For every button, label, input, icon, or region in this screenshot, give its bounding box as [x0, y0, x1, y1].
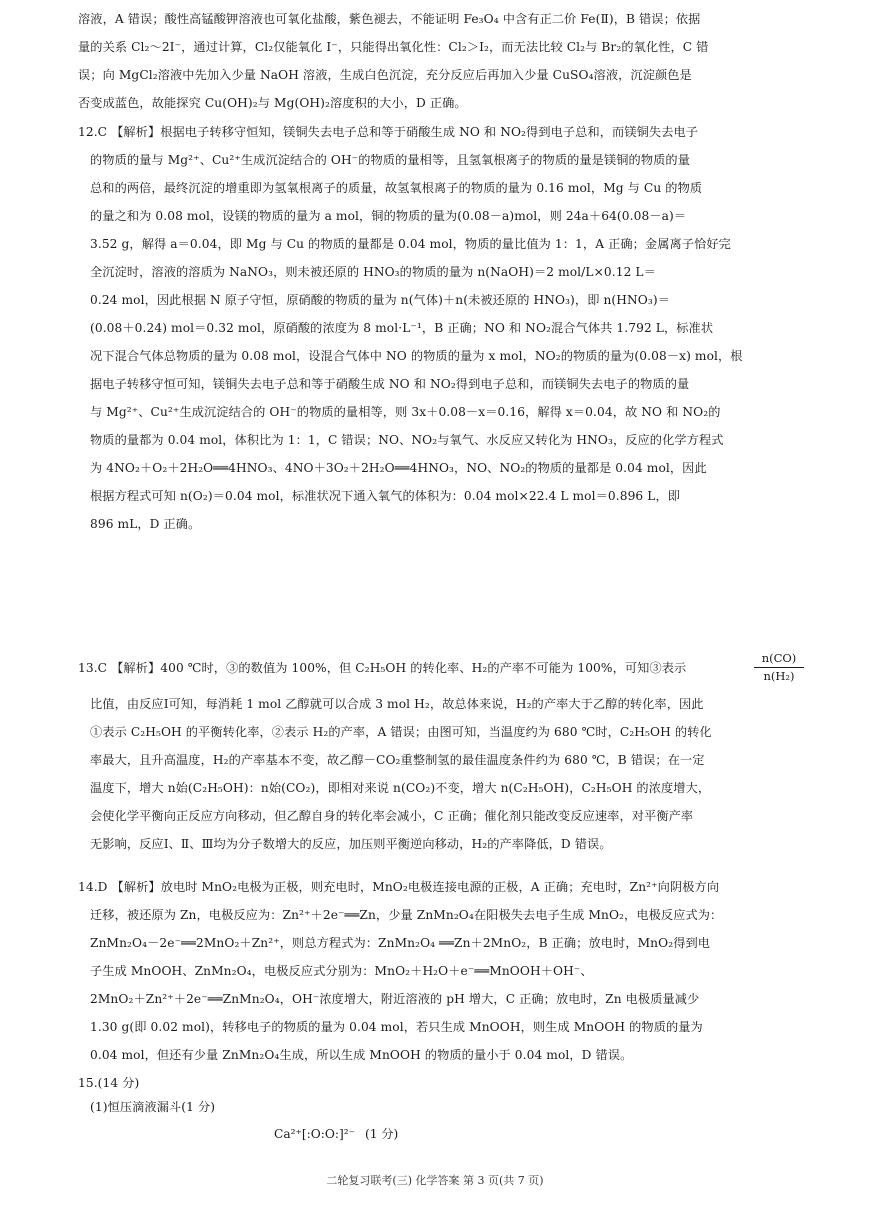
lewis-core: :O:O: — [306, 1127, 339, 1141]
text-line: 无影响，反应Ⅰ、Ⅱ、Ⅲ均为分子数增大的反应，加压则平衡逆向移动，H₂的产率降低，D 错误。 — [90, 837, 612, 851]
text-line: 据电子转移守恒可知，镁铜失去电子总和等于硝酸生成 NO 和 NO₂得到电子总和，而镁铜失去电子的物质的量 — [90, 377, 690, 391]
page-footer: 二轮复习联考(三) 化学答案 第 3 页(共 7 页) — [326, 1174, 544, 1187]
text-line: 14.D 【解析】放电时 MnO₂电极为正极，则充电时，MnO₂电极连接电源的正极，A 正确；充电时，Zn²⁺向阴极方向 — [78, 880, 720, 894]
text-line: 与 Mg²⁺、Cu²⁺生成沉淀结合的 OH⁻的物质的量相等，则 3x＋0.08－x＝0.16，解得 x＝0.04，故 NO 和 NO₂的 — [90, 405, 721, 419]
text-line: 总和的两倍，最终沉淀的增重即为氢氧根离子的质量，故氢氧根离子的物质的量为 0.16 mol，Mg 与 Cu 的物质 — [90, 181, 703, 195]
text-line: 1.30 g(即 0.02 mol)，转移电子的物质的量为 0.04 mol，若只生成 MnOOH，则生成 MnOOH 的物质的量为 — [90, 1020, 703, 1034]
text-line: 为 4NO₂＋O₂＋2H₂O══4HNO₃、4NO＋3O₂＋2H₂O══4HNO₃，NO、NO₂的物质的量都是 0.04 mol，因此 — [90, 461, 707, 475]
text-line: 0.04 mol，但还有少量 ZnMn₂O₄生成，所以生成 MnOOH 的物质的量小于 0.04 mol，D 错误。 — [90, 1048, 633, 1062]
fraction-numerator: n(CO) — [754, 650, 804, 668]
text-line: 896 mL，D 正确。 — [90, 517, 201, 531]
lewis-suffix: ]²⁻ — [338, 1127, 356, 1141]
calcium-peroxide-lewis-formula — [274, 1120, 398, 1148]
text-line: 0.24 mol，因此根据 N 原子守恒，原硝酸的物质的量为 n(气体)＋n(未被还原的 HNO₃)，即 n(HNO₃)＝ — [90, 293, 670, 307]
text-line: 根据方程式可知 n(O₂)＝0.04 mol，标准状况下通入氧气的体积为：0.04 mol×22.4 L mol＝0.896 L，即 — [90, 489, 681, 503]
text-line: (0.08＋0.24) mol＝0.32 mol，原硝酸的浓度为 8 mol·L⁻¹，B 正确；NO 和 NO₂混合气体共 1.792 L，标准状 — [90, 321, 714, 335]
text-line: 13.C 【解析】400 ℃时，③的数值为 100%，但 C₂H₅OH 的转化率、H₂的产率不可能为 100%，可知③表示 — [78, 661, 687, 675]
text-line: ZnMn₂O₄－2e⁻══2MnO₂＋Zn²⁺，则总方程式为：ZnMn₂O₄ ══Zn＋2MnO₂，B 正确；放电时，MnO₂得到电 — [90, 936, 711, 950]
text-line: 12.C 【解析】根据电子转移守恒知，镁铜失去电子总和等于硝酸生成 NO 和 NO₂得到电子总和，而镁铜失去电子 — [78, 125, 699, 139]
text-line: 量的关系 Cl₂～2I⁻，通过计算，Cl₂仅能氧化 I⁻，只能得出氧化性：Cl₂＞I₂，而无法比较 Cl₂与 Br₂的氧化性，C 错 — [78, 40, 709, 54]
text-line: 况下混合气体总物质的量为 0.08 mol，设混合气体中 NO 的物质的量为 x mol，NO₂的物质的量为(0.08－x) mol，根 — [90, 349, 743, 363]
text-line: 的量之和为 0.08 mol，设镁的物质的量为 a mol，铜的物质的量为(0.08－a)mol，则 24a＋64(0.08－a)＝ — [90, 209, 687, 223]
text-line: 会使化学平衡向正反应方向移动，但乙醇自身的转化率会减小，C 正确；催化剂只能改变反应速率，对平衡产率 — [90, 809, 694, 823]
fraction-n-co-over-n-h2 — [754, 650, 804, 690]
text-line: 全沉淀时，溶液的溶质为 NaNO₃，则未被还原的 HNO₃的物质的量为 n(NaOH)＝2 mol/L×0.12 L＝ — [90, 265, 656, 279]
lewis-score: (1 分) — [364, 1127, 399, 1141]
text-line: 温度下，增大 n始(C₂H₅OH)：n始(CO₂)，即相对来说 n(CO₂)不变，增大 n(C₂H₅OH)，C₂H₅OH 的浓度增大， — [90, 781, 711, 795]
text-line: 溶液，A 错误；酸性高锰酸钾溶液也可氧化盐酸，紫色褪去，不能证明 Fe₃O₄ 中含有正二价 Fe(Ⅱ)，B 错误；依据 — [78, 12, 701, 26]
text-line: 物质的量都为 0.04 mol，体积比为 1：1，C 错误；NO、NO₂与氧气、水反应又转化为 HNO₃，反应的化学方程式 — [90, 433, 724, 447]
text-line: 15.(14 分) — [78, 1076, 140, 1090]
text-line: (1)恒压滴液漏斗(1 分) — [90, 1100, 216, 1114]
text-line: 3.52 g，解得 a＝0.04，即 Mg 与 Cu 的物质的量都是 0.04 mol，物质的量比值为 1：1，A 正确；金属离子恰好完 — [90, 237, 731, 251]
text-line: 误；向 MgCl₂溶液中先加入少量 NaOH 溶液，生成白色沉淀，充分反应后再加入少量 CuSO₄溶液，沉淀颜色是 — [78, 68, 692, 82]
text-line: 子生成 MnOOH、ZnMn₂O₄，电极反应式分别为：MnO₂＋H₂O＋e⁻══MnOOH＋OH⁻、 — [90, 964, 593, 978]
text-line: 的物质的量与 Mg²⁺、Cu²⁺生成沉淀结合的 OH⁻的物质的量相等，且氢氧根离子的物质的量是镁铜的物质的量 — [90, 153, 690, 167]
text-line: 迁移，被还原为 Zn，电极反应为：Zn²⁺＋2e⁻══Zn，少量 ZnMn₂O₄在阳极失去电子生成 MnO₂，电极反应式为： — [90, 908, 723, 922]
lewis-prefix: Ca²⁺[ — [274, 1127, 307, 1141]
text-line: 否变成蓝色，故能探究 Cu(OH)₂与 Mg(OH)₂溶度积的大小，D 正确。 — [78, 96, 467, 110]
text-line: 率最大，且升高温度，H₂的产率基本不变，故乙醇－CO₂重整制氢的最佳温度条件约为 680 ℃，B 错误；在一定 — [90, 753, 705, 767]
fraction-denominator: n(H₂) — [763, 669, 795, 683]
text-line: 2MnO₂＋Zn²⁺＋2e⁻══ZnMn₂O₄，OH⁻浓度增大，附近溶液的 pH 增大，C 正确；放电时，Zn 电极质量减少 — [90, 992, 700, 1006]
text-line: 比值，由反应Ⅰ可知，每消耗 1 mol 乙醇就可以合成 3 mol H₂，故总体来说，H₂的产率大于乙醇的转化率，因此 — [90, 697, 704, 711]
text-line: ①表示 C₂H₅OH 的平衡转化率，②表示 H₂的产率，A 错误；由图可知，当温度约为 680 ℃时，C₂H₅OH 的转化 — [90, 725, 712, 739]
